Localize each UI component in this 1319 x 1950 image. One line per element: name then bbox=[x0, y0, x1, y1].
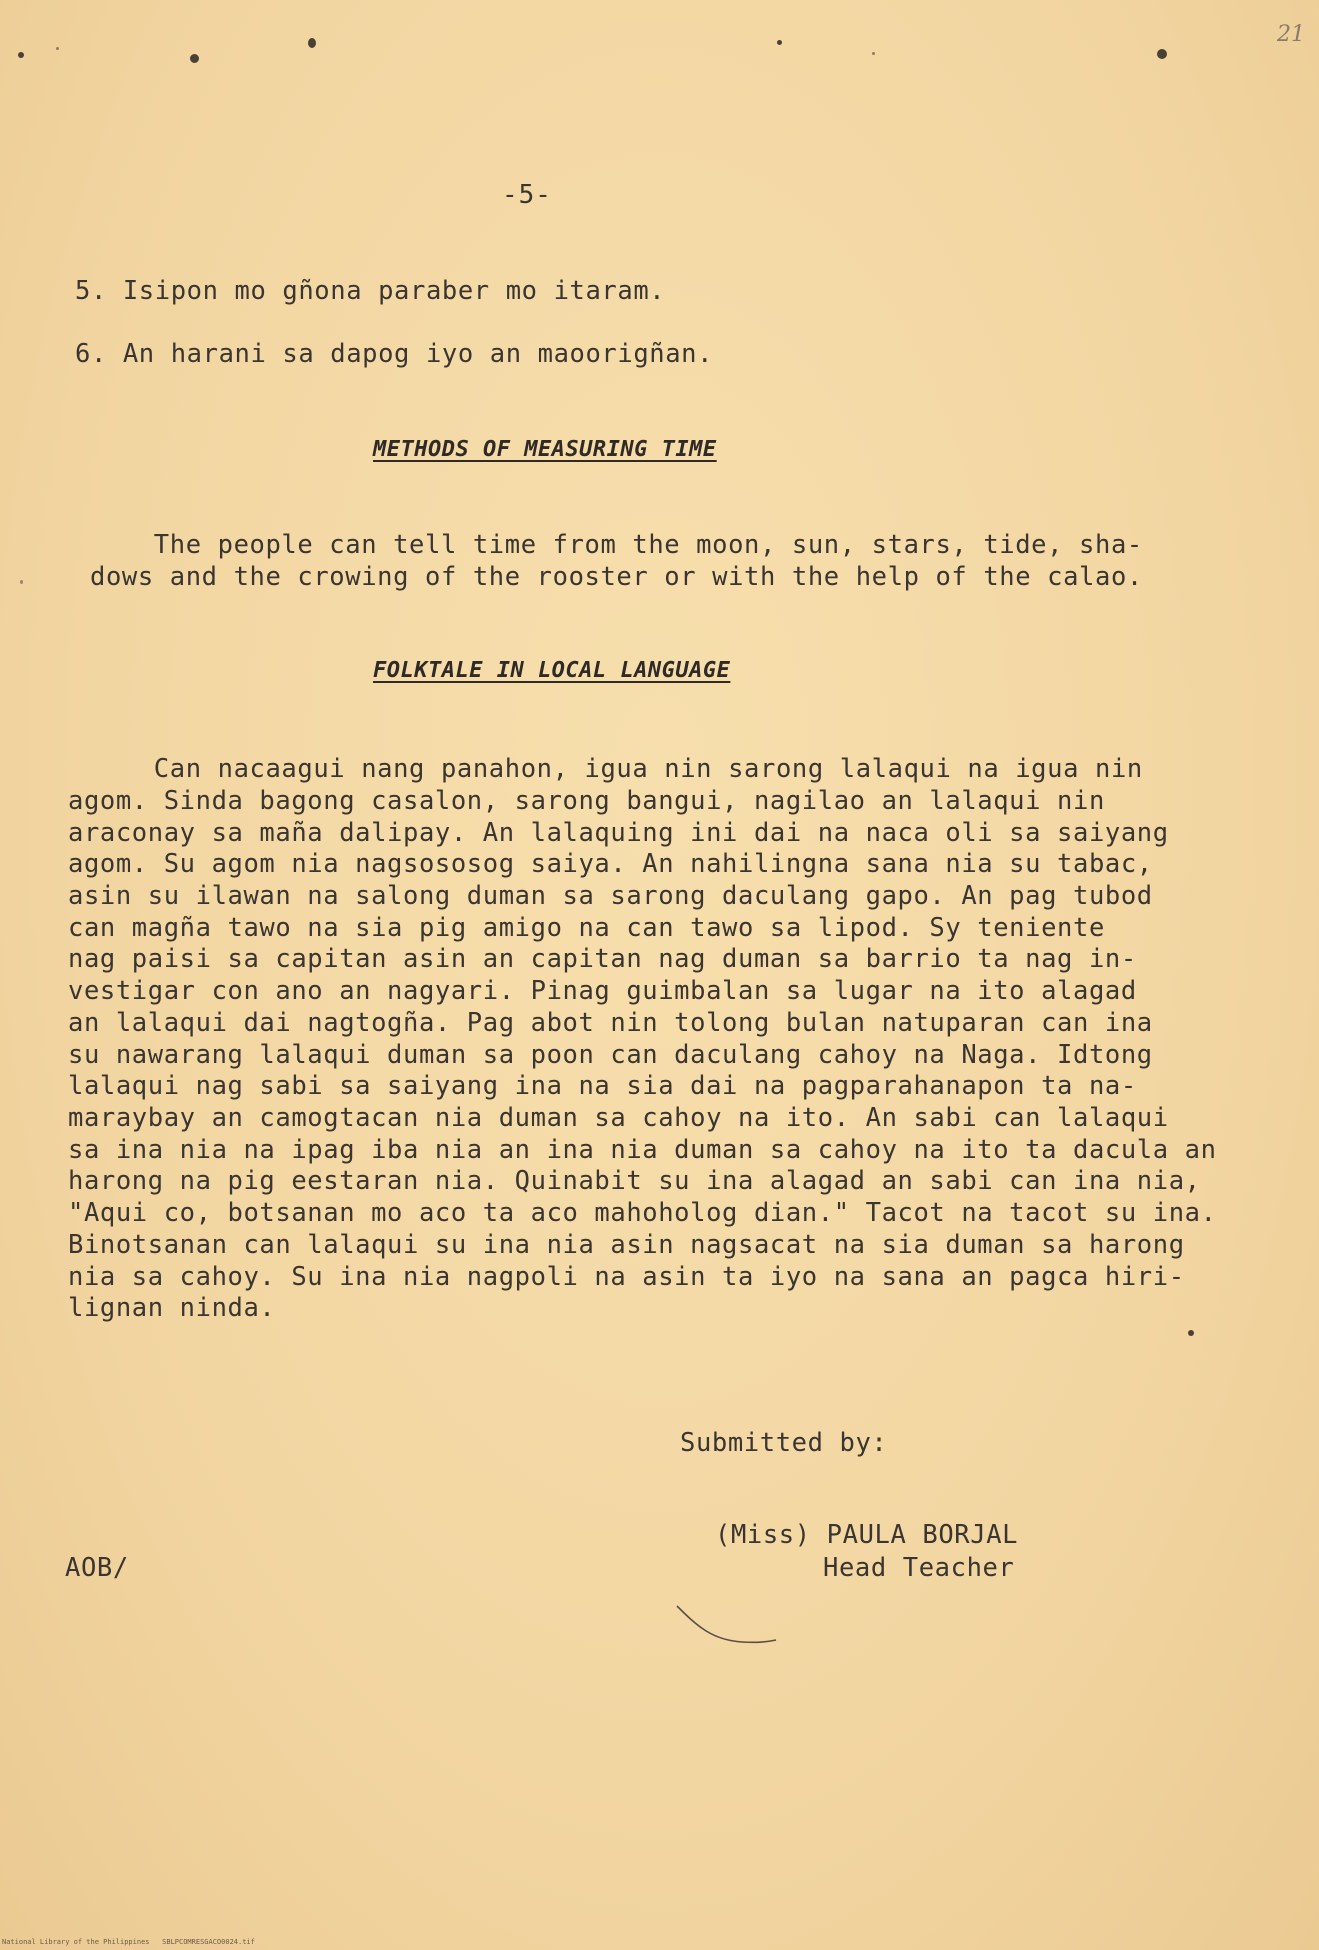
archive-caption: National Library of the Philippines SBLPCOMRESGACO0024.tif bbox=[2, 1938, 255, 1946]
body-line: vestigar con ano an nagyari. Pinag guimbalan sa lugar na ito alagad bbox=[68, 976, 1137, 1006]
speck-mark bbox=[20, 580, 23, 584]
typist-initials: AOB/ bbox=[65, 1553, 129, 1583]
speck-mark bbox=[1157, 49, 1167, 59]
signature-stroke bbox=[672, 1600, 782, 1650]
body-line: agom. Su agom nia nagsososog saiya. An nahilingna sana nia su tabac, bbox=[68, 849, 1153, 879]
body-line: dows and the crowing of the rooster or with the help of the calao. bbox=[90, 562, 1143, 592]
body-line: su nawarang lalaqui duman sa poon can daculang cahoy na Naga. Idtong bbox=[68, 1040, 1153, 1070]
signatory-title: Head Teacher bbox=[823, 1553, 1015, 1583]
body-line: nag paisi sa capitan asin an capitan nag duman sa barrio ta nag in- bbox=[68, 944, 1137, 974]
archive-page-number: 21 bbox=[1277, 22, 1305, 47]
body-line: lalaqui nag sabi sa saiyang ina na sia dai na pagparahanapon ta na- bbox=[68, 1071, 1137, 1101]
speck-mark bbox=[308, 38, 316, 48]
body-line: maraybay an camogtacan nia duman sa cahoy na ito. An sabi can lalaqui bbox=[68, 1103, 1169, 1133]
body-line: can magña tawo na sia pig amigo na can tawo sa lipod. Sy teniente bbox=[68, 913, 1105, 943]
speck-mark bbox=[18, 52, 24, 58]
body-line: an lalaqui dai nagtogña. Pag abot nin tolong bulan natuparan can ina bbox=[68, 1008, 1153, 1038]
body-line: "Aqui co, botsanan mo aco ta aco mahoholog dian." Tacot na tacot su ina. bbox=[68, 1198, 1217, 1228]
body-line: asin su ilawan na salong duman sa sarong daculang gapo. An pag tubod bbox=[68, 881, 1153, 911]
body-line: Can nacaagui nang panahon, igua nin sarong lalaqui na igua nin bbox=[90, 754, 1143, 784]
proverb-line: 5. Isipon mo gñona paraber mo itaram. bbox=[75, 276, 666, 306]
body-line: sa ina nia na ipag iba nia an ina nia duman sa cahoy na ito ta dacula an bbox=[68, 1135, 1217, 1165]
body-line: harong na pig eestaran nia. Quinabit su ina alagad an sabi can ina nia, bbox=[68, 1166, 1201, 1196]
speck-mark bbox=[190, 54, 199, 63]
speck-mark bbox=[777, 40, 782, 45]
body-line: The people can tell time from the moon, sun, stars, tide, sha- bbox=[90, 530, 1143, 560]
speck-mark bbox=[872, 52, 875, 55]
body-line: Binotsanan can lalaqui su ina nia asin nagsacat na sia duman sa harong bbox=[68, 1230, 1185, 1260]
proverb-line: 6. An harani sa dapog iyo an maoorigñan. bbox=[75, 339, 714, 369]
body-line: araconay sa maña dalipay. An lalaquing ini dai na naca oli sa saiyang bbox=[68, 818, 1169, 848]
section-heading-methods: METHODS OF MEASURING TIME bbox=[373, 437, 717, 462]
section-heading-folktale: FOLKTALE IN LOCAL LANGUAGE bbox=[373, 658, 731, 683]
speck-mark bbox=[56, 47, 59, 50]
body-line: lignan ninda. bbox=[68, 1293, 276, 1323]
body-line: nia sa cahoy. Su ina nia nagpoli na asin ta iyo na sana an pagca hiri- bbox=[68, 1262, 1185, 1292]
page-number: -5- bbox=[502, 180, 552, 210]
speck-mark bbox=[1188, 1330, 1194, 1336]
signatory-name: (Miss) PAULA BORJAL bbox=[715, 1520, 1019, 1550]
submitted-by-label: Submitted by: bbox=[680, 1428, 888, 1458]
body-line: agom. Sinda bagong casalon, sarong bangui, nagilao an lalaqui nin bbox=[68, 786, 1105, 816]
